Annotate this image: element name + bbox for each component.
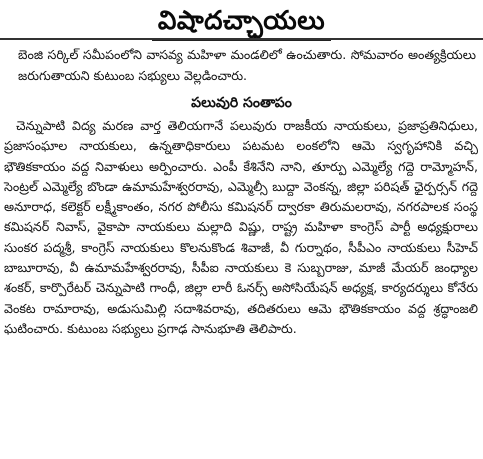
body-paragraph: చెన్నుపాటి విద్య మరణ వార్త తెలియగానే పలువురు రాజకీయ నాయకులు, ప్రజాప్రతినిధులు, ప్రజాసంఘాల నాయకులు, ఉన్నతాధికారులు పటమట లంకలోని ఆమె స్వగృహానికి వచ్చి భౌతికకాయం వద్ద నివాళులు అర్పించారు. ఎంపీ కేశినేని నాని, తూర్పు ఎమ్మెల్యే గద్దె రామ్మోహన్, సెంట్రల్ ఎమ్మెల్యే బొండా ఉమామహేశ్వరరావు, ఎమ్మెల్సీ బుద్దా వెంకన్న, జిల్లా పరిషత్ ఛైర్పర్సన్ గద్దె అనూరాధ, కలెక్టర్ లక్ష్మీకాంతం, నగర పోలీసు కమిషనర్ ద్వారకా తిరుమలరావు, నగరపాలక సంస్థ కమిషనర్ నివాస్, వైకాపా నాయకులు మల్లాది విష్ణు, రాష్ట్ర మహిళా కాంగ్రెస్ పార్టీ అధ్యక్షురాలు సుంకర పద్మశ్రీ, కాంగ్రెస్ నాయకులు కొలనుకొండ శివాజీ, వీ గుర్నాథం, సీపీఎం నాయకులు సీహెచ్ బాబూరావు, వీ ఉమామహేశ్వరరావు, సీపీఐ నాయకులు కె సుబ్బరాజు, మాజీ మేయర్ జంధ్యాల శంకర్, కార్పొరేటర్ చెన్నుపాటి గాంధీ, జిల్లా లారీ ఓనర్స్ అసోసియేషన్ అధ్యక్ష, కార్యదర్శులు కోనేరు వెంకట రామారావు, అడుసుమిల్లి సదాశివరావు, తదితరులు ఆమె భౌతికకాయం వద్ద శ్రద్ధాంజలి ఘటించారు. కుటుంబ సభ్యులు ప్రగాఢ సానుభూతి తెలిపారు.: [4, 118, 478, 336]
headline: విషాదచ్ఛాయలు: [152, 4, 331, 41]
headline-divider: [0, 38, 483, 40]
intro-paragraph: బెంజి సర్కిల్ సమీపంలోని వాసవ్య మహిళా మండలిలో ఉంచుతారు. సోమవారం అంత్యక్రియలు జరుగుతాయని కుటుంబ సభ్యులు వెల్లడించారు.: [18, 47, 476, 83]
headline-container: [0, 4, 483, 41]
subhead-container: [0, 92, 483, 114]
subheading: పలువురి సంతాపం: [191, 95, 292, 111]
